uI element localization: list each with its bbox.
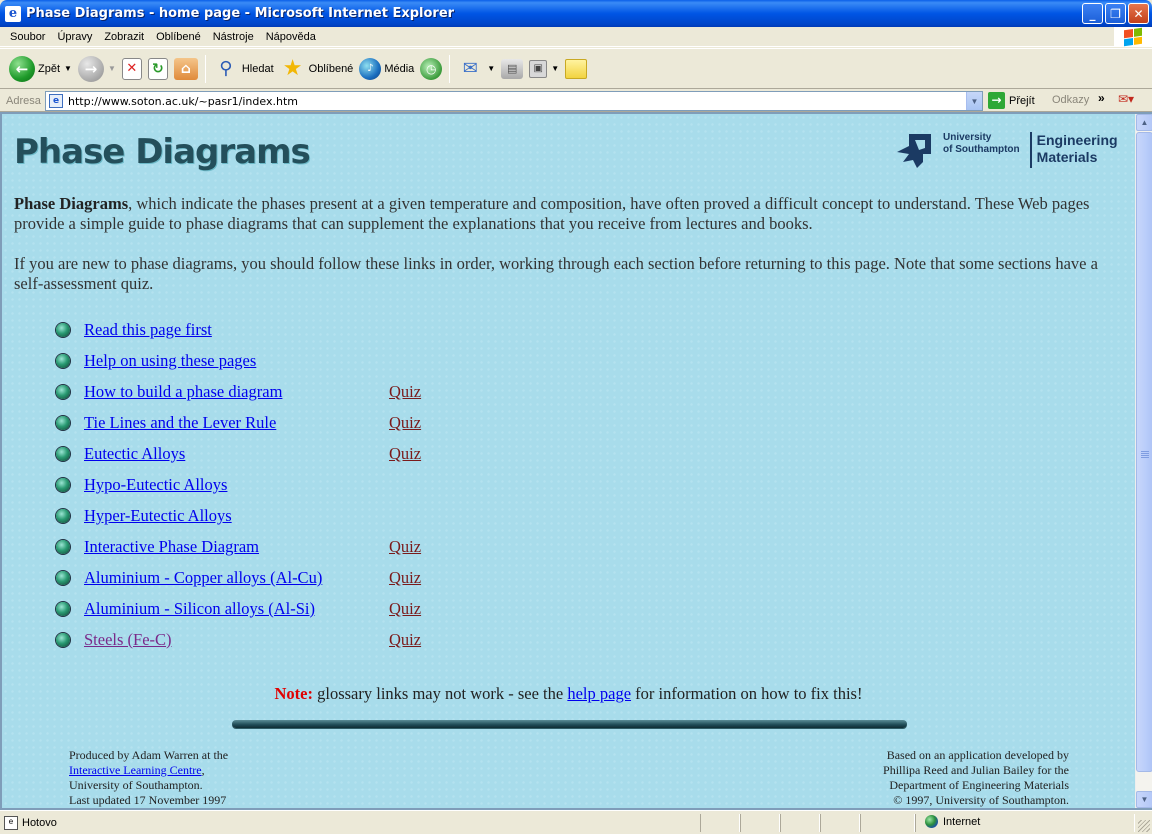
department-line2: Materials	[1036, 149, 1098, 165]
link-tie-lines[interactable]: Tie Lines and the Lever Rule	[84, 413, 277, 432]
footer-right-line4: © 1997, University of Southampton.	[893, 793, 1069, 807]
favorites-button[interactable]	[277, 52, 357, 86]
horizontal-divider	[232, 720, 907, 728]
help-page-link[interactable]: help page	[567, 684, 632, 703]
status-cell	[740, 814, 780, 832]
menu-tools[interactable]: Nástroje	[212, 30, 254, 43]
university-name	[943, 132, 1020, 156]
university-line1: University	[943, 132, 992, 143]
media-globe-icon: ♪	[359, 58, 381, 80]
scroll-thumb[interactable]	[1136, 132, 1152, 772]
list-item	[56, 320, 556, 351]
note-text-after: for information on how to fix this!	[631, 684, 863, 703]
search-label: Hledat	[241, 62, 274, 75]
vertical-scrollbar[interactable]	[1135, 114, 1152, 808]
list-item	[56, 599, 556, 630]
status-bar	[0, 810, 1152, 834]
history-button[interactable]	[417, 52, 445, 86]
forward-button[interactable]	[75, 52, 119, 86]
mail-dropdown-icon[interactable]: ▼	[487, 64, 496, 73]
bullet-icon	[56, 416, 70, 430]
address-dropdown-icon[interactable]: ▼	[966, 92, 982, 110]
instructions-paragraph: If you are new to phase diagrams, you should follow these links in order, working through each section before returning to this page. Note that some sections have a self-assessment quiz.	[14, 254, 1098, 293]
note-text-before: glossary links may not work - see the	[313, 684, 568, 703]
mail-button[interactable]	[454, 52, 498, 86]
mail-icon: ✉	[462, 58, 478, 79]
stop-icon: ✕	[122, 58, 142, 80]
list-item	[56, 351, 556, 382]
media-button[interactable]	[356, 52, 417, 86]
scroll-grip	[1141, 451, 1149, 458]
bullet-icon	[56, 385, 70, 399]
close-button[interactable]: ✕	[1128, 3, 1149, 24]
window-titlebar[interactable]	[0, 0, 1152, 27]
bullet-icon	[56, 323, 70, 337]
intro-paragraph	[14, 194, 1114, 234]
quiz-link-tie-lines[interactable]: Quiz	[389, 413, 422, 432]
go-arrow-icon: →	[988, 92, 1005, 109]
menu-edit[interactable]: Úpravy	[57, 30, 93, 43]
footer-left-line3: University of Southampton.	[69, 778, 203, 792]
search-icon: ⚲	[219, 58, 233, 79]
list-item	[56, 568, 556, 599]
menu-bar	[0, 27, 1152, 47]
scroll-up-button[interactable]: ▲	[1136, 114, 1152, 131]
glossary-note	[2, 684, 1135, 704]
quiz-link-interactive-diagram[interactable]: Quiz	[389, 537, 422, 556]
stop-button[interactable]	[119, 52, 145, 86]
logo-divider	[1030, 132, 1032, 168]
link-al-cu[interactable]: Aluminium - Copper alloys (Al-Cu)	[84, 568, 323, 587]
link-help[interactable]: Help on using these pages	[84, 351, 257, 370]
link-read-first[interactable]: Read this page first	[84, 320, 212, 339]
bullet-icon	[56, 509, 70, 523]
note-label: Note:	[274, 684, 313, 703]
link-eutectic[interactable]: Eutectic Alloys	[84, 444, 186, 463]
security-zone	[925, 815, 980, 828]
bullet-icon	[56, 633, 70, 647]
forward-dropdown-icon[interactable]: ▼	[107, 64, 116, 73]
minimize-button[interactable]: _	[1082, 3, 1103, 24]
standard-toolbar	[0, 48, 1152, 89]
intro-bold: Phase Diagrams	[14, 194, 129, 213]
list-item	[56, 506, 556, 537]
globe-icon	[925, 815, 938, 828]
status-cell	[860, 814, 915, 832]
menu-favorites[interactable]: Oblíbené	[156, 30, 201, 43]
forward-arrow-icon: →	[78, 56, 104, 82]
back-label: Zpět	[38, 62, 61, 75]
note-icon	[565, 59, 587, 79]
footer-right-line1: Based on an application developed by	[886, 748, 1069, 762]
zone-label: Internet	[943, 815, 981, 828]
department-line1: Engineering	[1036, 132, 1118, 148]
quiz-link-al-cu[interactable]: Quiz	[389, 568, 422, 587]
history-icon: ◷	[420, 58, 442, 80]
favorites-label: Oblíbené	[308, 62, 354, 75]
footer-left-line2	[69, 763, 228, 778]
list-item	[56, 630, 556, 661]
window-controls	[1082, 3, 1149, 24]
bullet-icon	[56, 602, 70, 616]
window-title: Phase Diagrams - home page - Microsoft Internet Explorer	[26, 6, 455, 21]
discuss-button[interactable]	[562, 52, 590, 86]
go-button[interactable]	[988, 92, 1035, 109]
footer-credits	[69, 748, 228, 808]
menu-view[interactable]: Zobrazit	[104, 30, 145, 43]
chevron-right-icon[interactable]: »	[1098, 91, 1105, 105]
printer-icon: ▤	[501, 59, 523, 79]
address-label: Adresa	[6, 94, 41, 107]
status-cell	[700, 814, 740, 832]
back-arrow-icon: ←	[9, 56, 35, 82]
bullet-icon	[56, 447, 70, 461]
search-button[interactable]	[210, 52, 277, 86]
link-steels[interactable]: Steels (Fe-C)	[84, 630, 172, 649]
bullet-icon	[56, 571, 70, 585]
toolbar-separator	[449, 55, 450, 83]
status-text: Hotovo	[22, 816, 57, 829]
link-al-si[interactable]: Aluminium - Silicon alloys (Al-Si)	[84, 599, 315, 618]
department-name	[1037, 132, 1118, 166]
refresh-icon: ↻	[148, 58, 168, 80]
toolbar-separator	[205, 55, 206, 83]
address-url[interactable]: http://www.soton.ac.uk/~pasr1/index.htm	[68, 94, 298, 108]
page-icon: e	[49, 94, 63, 108]
university-line2: of Southampton	[943, 144, 1020, 155]
quiz-link-al-si[interactable]: Quiz	[389, 599, 422, 618]
bullet-icon	[56, 478, 70, 492]
ilc-link[interactable]: Interactive Learning Centre	[69, 763, 202, 777]
go-label: Přejít	[1009, 94, 1035, 107]
list-item	[56, 475, 556, 506]
footer-attribution	[883, 748, 1069, 808]
menu-file[interactable]: Soubor	[10, 30, 46, 43]
star-icon: ★	[282, 56, 303, 81]
footer-left-line4: Last updated 17 November 1997	[69, 793, 227, 807]
section-link-list	[56, 320, 556, 661]
quiz-link-steels[interactable]: Quiz	[389, 630, 422, 649]
university-logo	[895, 132, 1118, 172]
edit-page-icon: ▣	[529, 60, 547, 78]
page-title: Phase Diagrams	[14, 132, 310, 172]
toolbar-extra-icon[interactable]: ✉▾	[1118, 92, 1135, 106]
footer-right-line3: Department of Engineering Materials	[889, 778, 1069, 792]
footer-left-line1: Produced by Adam Warren at the	[69, 748, 229, 762]
intro-text: , which indicate the phases present at a given temperature and composition, have often proved a difficult concept to understand. These Web pages provide a simple guide to phase diagrams that can supplement the explanations that you receive from lectures and books.	[14, 194, 1090, 233]
back-dropdown-icon[interactable]: ▼	[64, 64, 72, 73]
edit-dropdown-icon[interactable]: ▼	[551, 64, 560, 73]
list-item	[56, 413, 556, 444]
links-toolbar-label[interactable]: Odkazy	[1052, 94, 1090, 106]
link-interactive-diagram[interactable]: Interactive Phase Diagram	[84, 537, 260, 556]
address-bar	[0, 90, 1152, 112]
home-button[interactable]	[171, 52, 201, 86]
quiz-link-eutectic[interactable]: Quiz	[389, 444, 422, 463]
resize-grip-icon[interactable]	[1138, 820, 1150, 832]
footer-right-line2: Phillipa Reed and Julian Bailey for the	[883, 763, 1069, 777]
address-input[interactable]	[45, 91, 983, 111]
page-content	[2, 114, 1135, 808]
list-item	[56, 444, 556, 475]
windows-logo-icon	[1114, 27, 1152, 47]
scroll-down-button[interactable]: ▼	[1136, 791, 1152, 808]
bullet-icon	[56, 540, 70, 554]
page-viewport	[0, 112, 1152, 810]
link-hypo-eutectic[interactable]: Hypo-Eutectic Alloys	[84, 475, 228, 494]
status-cell	[820, 814, 860, 832]
southampton-logo-icon	[895, 132, 939, 172]
refresh-button[interactable]	[145, 52, 171, 86]
menu-help[interactable]: Nápověda	[265, 30, 316, 43]
print-button[interactable]	[498, 52, 526, 86]
page-status-icon: e	[4, 816, 18, 830]
ie-icon: e	[5, 6, 21, 22]
edit-button[interactable]	[526, 52, 562, 86]
list-item	[56, 537, 556, 568]
media-label: Média	[384, 62, 415, 75]
quiz-link-build-phase-diagram[interactable]: Quiz	[389, 382, 422, 401]
maximize-button[interactable]: ❐	[1105, 3, 1126, 24]
ilc-link-suffix: ,	[201, 763, 205, 777]
bullet-icon	[56, 354, 70, 368]
link-build-phase-diagram[interactable]: How to build a phase diagram	[84, 382, 283, 401]
link-hyper-eutectic[interactable]: Hyper-Eutectic Alloys	[84, 506, 232, 525]
home-icon: ⌂	[174, 58, 198, 80]
back-button[interactable]	[6, 52, 75, 86]
list-item	[56, 382, 556, 413]
status-cell	[780, 814, 820, 832]
